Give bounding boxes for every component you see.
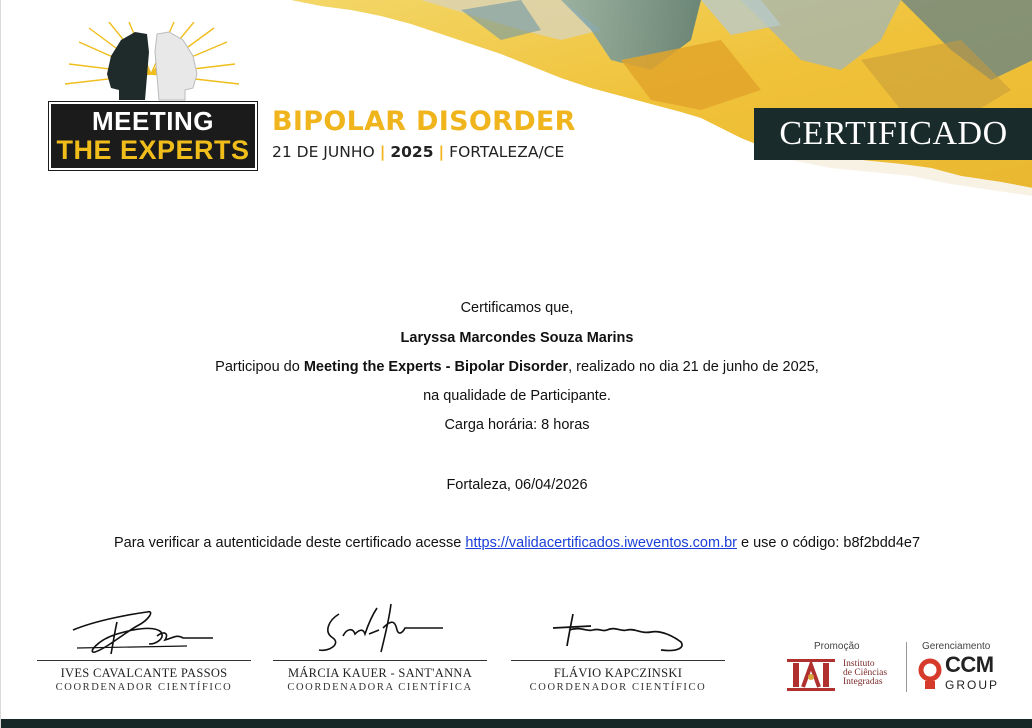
signature-image [511, 600, 725, 660]
participation-prefix: Participou do [215, 359, 304, 375]
participation-suffix: , realizado no dia 21 de junho de 2025, [568, 359, 819, 375]
verification-text [1, 535, 1032, 551]
role-text: na qualidade de Participante. [423, 388, 611, 404]
bottom-bar [1, 719, 1032, 728]
promotion-label: Promoção [814, 641, 860, 652]
logo-text-meeting: MEETING [92, 106, 214, 136]
signature-line [511, 660, 725, 661]
participation-text [1, 359, 1032, 375]
place-date-text: Fortaleza, 06/04/2026 [446, 477, 588, 493]
signer-role: COORDENADOR CIENTÍFICO [529, 682, 707, 693]
management-label: Gerenciamento [922, 641, 991, 652]
signer-name: MÁRCIA KAUER - SANT'ANNA [287, 666, 473, 680]
sponsor-divider [906, 642, 907, 692]
signer-name: IVES CAVALCANTE PASSOS [60, 666, 228, 680]
signature-line [273, 660, 487, 661]
ccm-wordmark: CCM [945, 652, 994, 677]
event-title: BIPOLAR DISORDER [272, 106, 576, 137]
ici-name [843, 660, 887, 687]
event-city: FORTALEZA/CE [449, 143, 565, 161]
signer-role: COORDENADORA CIENTÍFICA [287, 682, 473, 693]
ici-name-line: Instituto [843, 659, 875, 669]
verify-prefix: Para verificar a autenticidade deste certificado acesse [113, 535, 466, 551]
ccm-logo-icon [918, 654, 944, 692]
verification-link[interactable]: https://validacertificados.iweventos.com.br [465, 535, 737, 551]
signature-image [273, 600, 487, 660]
verify-suffix: e use o código: b8f2bdd4e7 [737, 535, 921, 551]
event-subtitle [272, 143, 564, 161]
ici-name-line: de Ciências [843, 668, 888, 678]
certificate-banner: CERTIFICADO [754, 108, 1032, 160]
signature-line [37, 660, 251, 661]
signature-image [37, 600, 251, 660]
logo-box [49, 102, 257, 170]
workload-text: Carga horária: 8 horas [444, 417, 590, 433]
participant-name: Laryssa Marcondes Souza Marins [400, 330, 634, 346]
intro-text: Certificamos que, [460, 300, 574, 316]
ici-name-line: Integradas [843, 677, 883, 687]
separator: | [438, 143, 445, 161]
event-date: 21 DE JUNHO [272, 143, 375, 161]
logo-text-the-experts: THE EXPERTS [56, 135, 250, 165]
meeting-the-experts-logo [49, 22, 259, 172]
event-name: Meeting the Experts - Bipolar Disorder [303, 359, 569, 375]
event-year: 2025 [390, 143, 434, 161]
chess-knights-icon [49, 22, 259, 106]
separator: | [379, 143, 386, 161]
ici-logo-icon [787, 657, 835, 693]
group-wordmark: GROUP [945, 678, 1000, 692]
signer-name: FLÁVIO KAPCZINSKI [553, 666, 683, 680]
signer-role: COORDENADOR CIENTÍFICO [55, 682, 233, 693]
